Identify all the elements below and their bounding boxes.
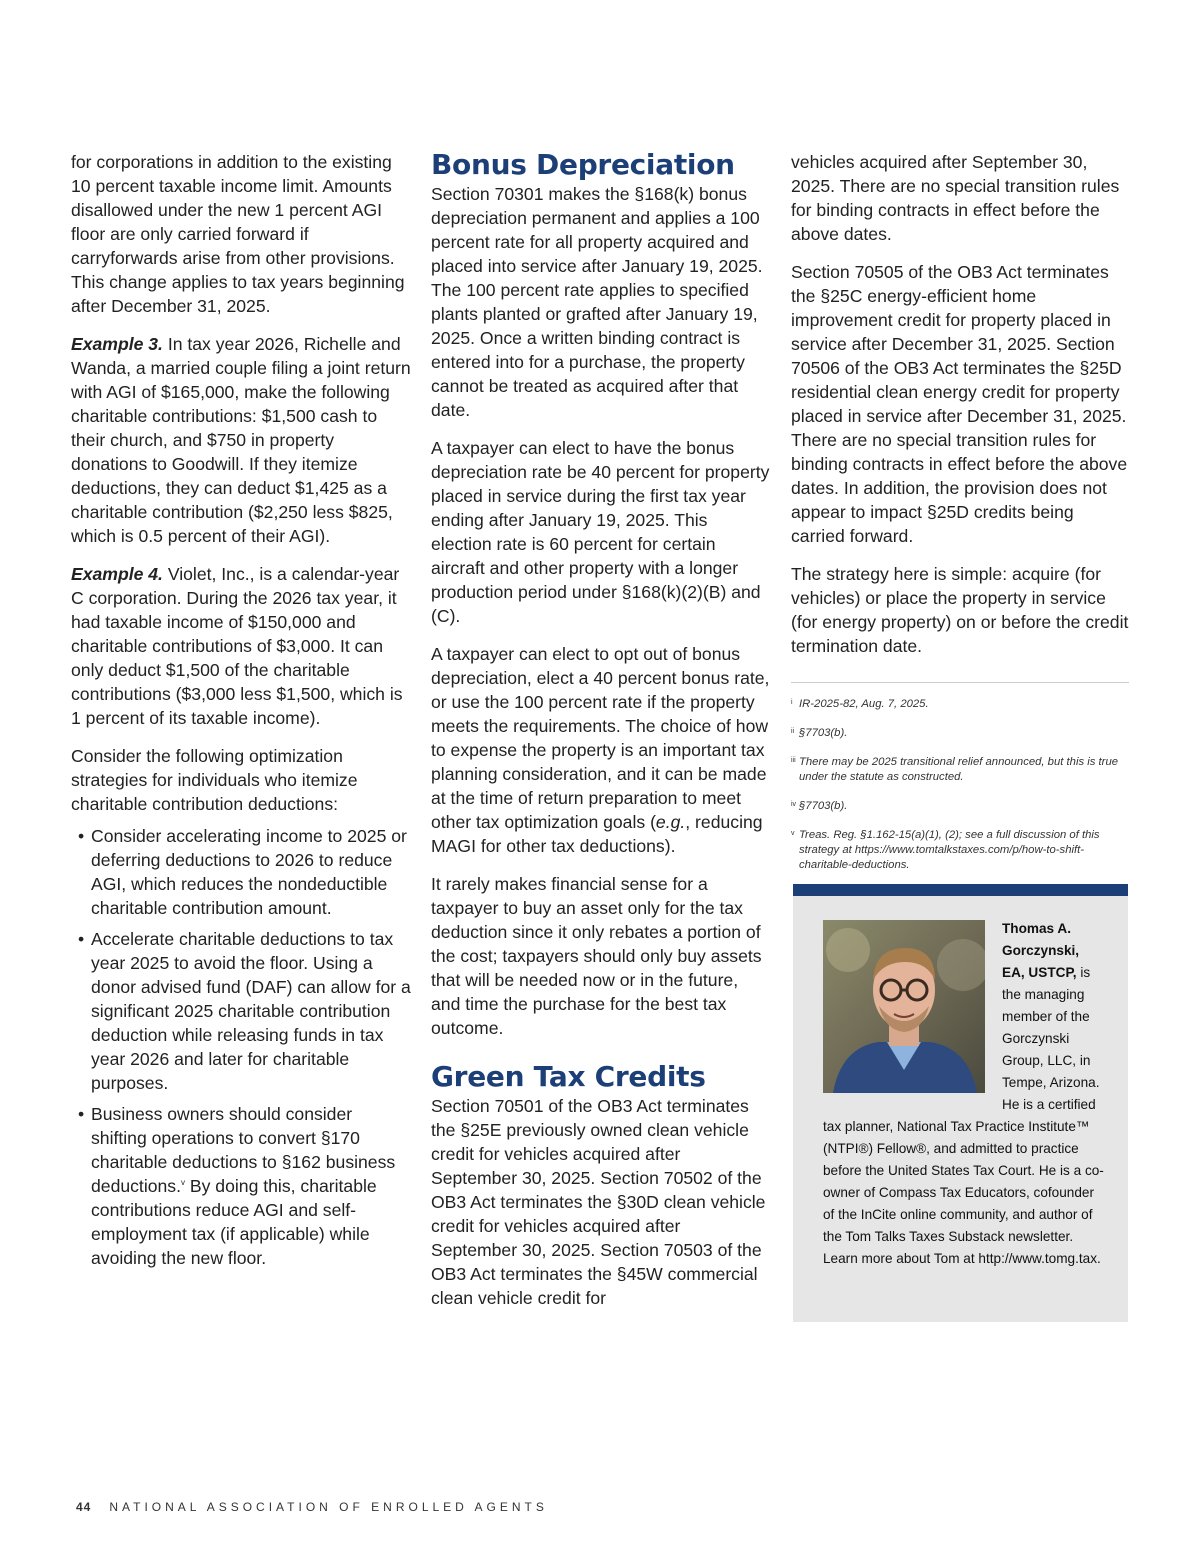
footnote-text: Treas. Reg. §1.162-15(a)(1), (2); see a full discussion of this strategy at https://www.tomtalkstaxes.com/p/how-to-shift-charitable-deductions. [799, 829, 1100, 871]
paragraph: vehicles acquired after September 30, 2025. There are no special transition rules for binding contracts in effect before the above dates. [791, 152, 1120, 244]
footnote [791, 697, 1129, 712]
paragraph: Section 70505 of the OB3 Act terminates the §25C energy-efficient home improvement credit for property placed in service after December 31, 2025. Section 70506 of the OB3 Act terminates the §25D residential clean energy credit for property placed in service after December 31, 2025. There are no special transition rules for binding contracts in effect before the above dates. In addition, the provision does not appear to impact §25D credits being carried forward. [791, 262, 1128, 546]
footnote-marker: v [791, 830, 795, 837]
page-number: 44 [76, 1500, 92, 1514]
strategy-list [71, 824, 411, 1270]
bullet-icon: • [78, 1104, 85, 1124]
example-3-label: Example 3. [71, 334, 163, 354]
footnote-text: IR-2025-82, Aug. 7, 2025. [799, 698, 929, 710]
footnote-marker: i [791, 699, 793, 706]
list-item [71, 1102, 411, 1270]
author-bio-box [793, 896, 1128, 1322]
footnote [791, 828, 1129, 873]
footnotes [791, 697, 1129, 873]
footnote-marker: ii [791, 728, 795, 735]
heading-bonus-depreciation: Bonus Depreciation [431, 148, 735, 181]
list-item [71, 927, 411, 1095]
column-right [791, 150, 1129, 887]
page-footer [76, 1500, 548, 1514]
publication-name: NATIONAL ASSOCIATION OF ENROLLED AGENTS [109, 1500, 548, 1514]
paragraph-consider: Consider the following optimization strategies for individuals who itemize charitable contribution deductions: [71, 746, 358, 814]
paragraph: A taxpayer can elect to have the bonus depreciation rate be 40 percent for property placed in service during the first tax year ending after January 19, 2025. This election rate is 60 percent for certain aircraft and other property with a longer production period under §168(k)(2)(B) and (C). [431, 438, 770, 626]
footnote-divider [791, 682, 1129, 683]
footnote-text: There may be 2025 transitional relief announced, but this is true under the statute as constructed. [799, 756, 1119, 783]
footnote [791, 799, 1129, 814]
footnote [791, 755, 1129, 785]
paragraph: It rarely makes financial sense for a taxpayer to buy an asset only for the tax deduction since it only rebates a portion of the cost; taxpayers should only buy assets that will be needed now or in the future, and time the purchase for the best tax outcome. [431, 874, 762, 1038]
author-description: is the managing member of the Gorczynski Group, LLC, in Tempe, Arizona. He is a certified tax planner, National Tax Practice Institute™ (NTPI®) Fellow®, and admitted to practice before the United States Tax Court. He is a co-owner of Compass Tax Educators, cofounder of the InCite online community, and author of the Tom Talks Taxes Substack newsletter. Learn more about Tom at http://www.tomg.tax. [823, 965, 1104, 1266]
list-item-text: Business owners should consider shifting operations to convert §170 charitable deductions to §162 business deductions. [91, 1104, 396, 1196]
footnote-marker: iv [791, 801, 797, 808]
column-middle [431, 150, 771, 1324]
list-item-text-cont: By doing this, charitable contributions reduce AGI and self-employment tax (if applicable) while avoiding the new floor. [91, 1176, 377, 1268]
list-item [71, 824, 411, 920]
footnote-marker: iii [791, 757, 796, 764]
example-4-label: Example 4. [71, 564, 163, 584]
bullet-icon: • [78, 826, 85, 846]
author-name: Thomas A. Gorczynski, EA, USTCP, [1002, 921, 1080, 980]
list-item-text: Consider accelerating income to 2025 or deferring deductions to 2026 to reduce AGI, which reduces the nondeductible charitable contribution amount. [91, 826, 407, 918]
example-3 [71, 332, 411, 548]
author-bio-text [823, 918, 1105, 1270]
paragraph-text: , reducing MAGI for other tax deductions). [431, 812, 763, 856]
bullet-icon: • [78, 929, 85, 949]
bio-accent-bar [793, 884, 1128, 896]
paragraph-continued: for corporations in addition to the existing 10 percent taxable income limit. Amounts disallowed under the new 1 percent AGI floor are only carried forward if carryforwards arise from other provisions. This change applies to tax years beginning after December 31, 2025. [71, 152, 405, 316]
example-4-text: Violet, Inc., is a calendar-year C corporation. During the 2026 tax year, it had taxable income of $150,000 and charitable contributions of $3,000. It can only deduct $1,500 of the charitable contributions ($3,000 less $1,500, which is 1 percent of its taxable income). [71, 564, 403, 728]
paragraph: Section 70301 makes the §168(k) bonus depreciation permanent and applies a 100 percent rate for all property acquired and placed into service after January 19, 2025. The 100 percent rate applies to specified plants planted or grafted after January 19, 2025. Once a written binding contract is entered into for a purchase, the property cannot be treated as acquired after that date. [431, 184, 763, 420]
example-3-text: In tax year 2026, Richelle and Wanda, a married couple filing a joint return with AGI of $165,000, make the following charitable contributions: $1,500 cash to their church, and $750 in property donations to Goodwill. If they itemize deductions, they can deduct $1,425 as a charitable contribution ($2,250 less $825, which is 0.5 percent of their AGI). [71, 334, 411, 546]
footnote-ref-v: v [181, 1178, 185, 1188]
paragraph [431, 642, 771, 858]
footnote-text: §7703(b). [799, 727, 848, 739]
list-item-text: Accelerate charitable deductions to tax year 2025 to avoid the floor. Using a donor advised fund (DAF) can allow for a significant 2025 charitable contribution deduction while releasing funds in tax year 2026 and later for charitable purposes. [91, 929, 411, 1093]
paragraph-text: A taxpayer can elect to opt out of bonus depreciation, elect a 40 percent bonus rate, or use the 100 percent rate if the property meets the requirements. The choice of how to expense the property is an important tax planning consideration, and it can be made at the time of return preparation to meet other tax optimization goals ( [431, 644, 770, 832]
heading-green-tax-credits: Green Tax Credits [431, 1060, 706, 1093]
paragraph: Section 70501 of the OB3 Act terminates the §25E previously owned clean vehicle credit for vehicles acquired after September 30, 2025. Section 70502 of the OB3 Act terminates the §30D clean vehicle credit for vehicles acquired after September 30, 2025. Section 70503 of the OB3 Act terminates the §45W commercial clean vehicle credit for [431, 1096, 766, 1308]
footnote [791, 726, 1129, 741]
column-left [71, 150, 411, 1277]
example-4 [71, 562, 411, 730]
paragraph: The strategy here is simple: acquire (for vehicles) or place the property in service (for energy property) on or before the credit termination date. [791, 564, 1129, 656]
footnote-text: §7703(b). [799, 800, 848, 812]
paragraph-italic: e.g. [655, 812, 686, 832]
